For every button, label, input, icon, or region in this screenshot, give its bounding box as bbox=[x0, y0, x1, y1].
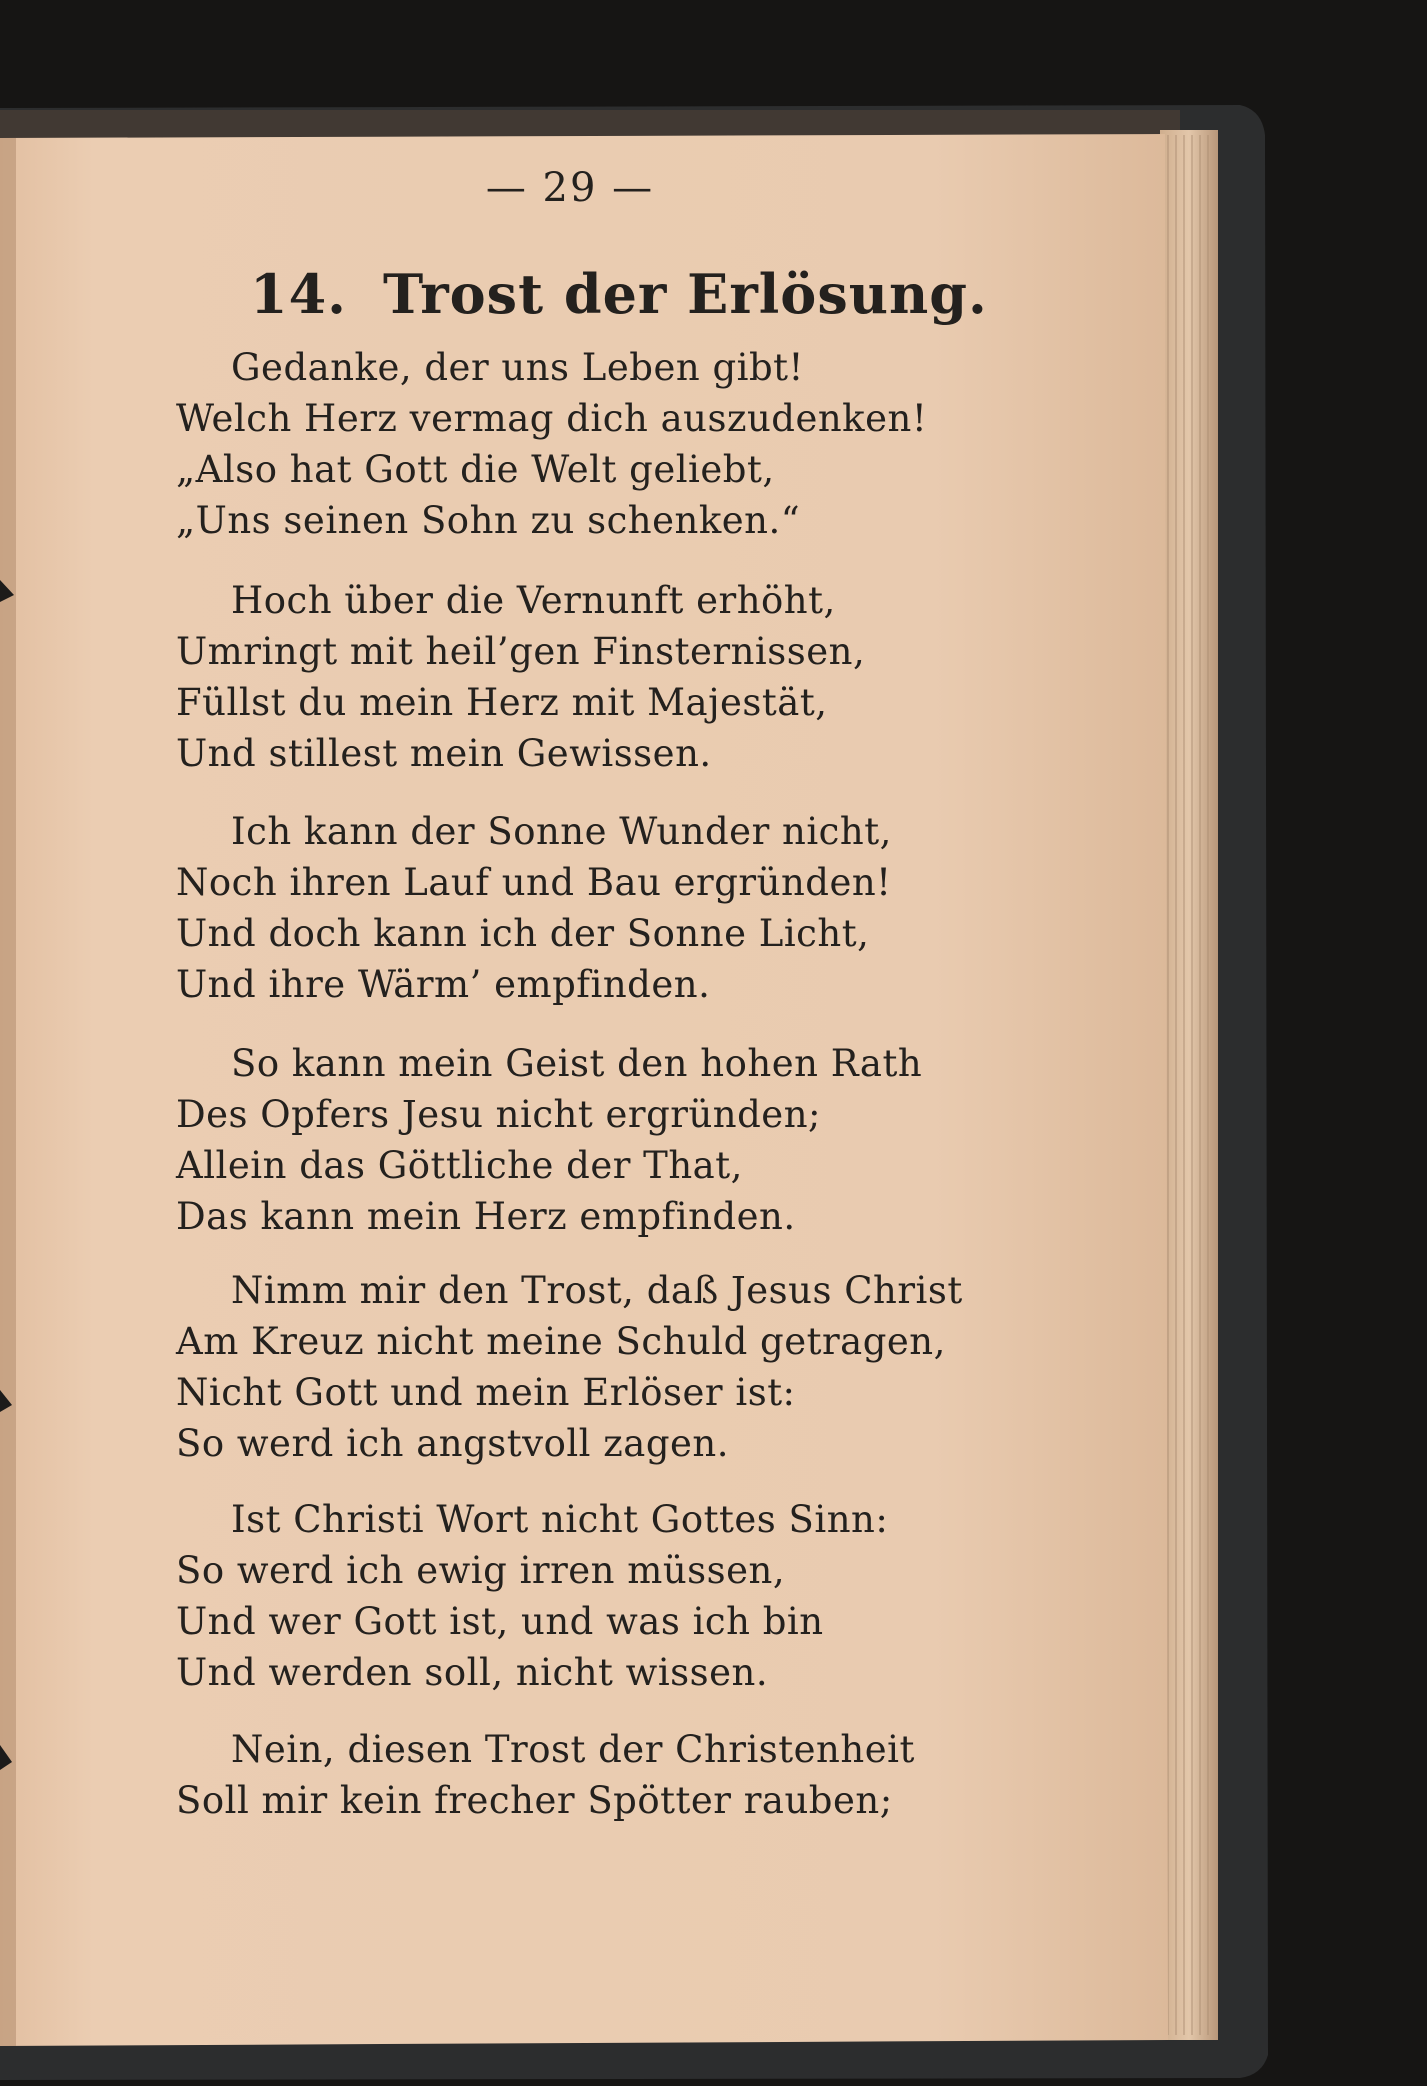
stanza-4 bbox=[176, 1038, 1016, 1242]
verse-line: Und ihre Wärm’ empfinden. bbox=[176, 963, 711, 1006]
verse-line: „Also hat Gott die Welt geliebt, bbox=[176, 448, 775, 491]
verse-line: Ich kann der Sonne Wunder nicht, bbox=[231, 810, 892, 853]
verse-line: Des Opfers Jesu nicht ergründen; bbox=[176, 1093, 821, 1136]
verse-line: Und doch kann ich der Sonne Licht, bbox=[176, 912, 870, 955]
verse-line: Und wer Gott ist, und was ich bin bbox=[176, 1600, 824, 1643]
stanza-3 bbox=[176, 806, 1016, 1010]
poem-title-text: Trost der Erlösung. bbox=[382, 262, 988, 326]
stanza-1 bbox=[176, 342, 1016, 546]
verse-line: Und stillest mein Gewissen. bbox=[176, 732, 712, 775]
verse-line: Nein, diesen Trost der Christenheit bbox=[231, 1728, 915, 1771]
verse-line: Das kann mein Herz empfinden. bbox=[176, 1195, 796, 1238]
verse-line: So werd ich angstvoll zagen. bbox=[176, 1422, 729, 1465]
verse-line: So werd ich ewig irren müssen, bbox=[176, 1549, 786, 1592]
stanza-7 bbox=[176, 1724, 1016, 1826]
verse-line: Nimm mir den Trost, daß Jesus Christ bbox=[231, 1269, 963, 1312]
verse-line: Nicht Gott und mein Erlöser ist: bbox=[176, 1371, 796, 1414]
stanza-5 bbox=[176, 1265, 1016, 1469]
verse-line: Ist Christi Wort nicht Gottes Sinn: bbox=[231, 1498, 889, 1541]
verse-line: Noch ihren Lauf und Bau ergründen! bbox=[176, 861, 892, 904]
verse-line: So kann mein Geist den hohen Rath bbox=[231, 1042, 923, 1085]
verse-line: Und werden soll, nicht wissen. bbox=[176, 1651, 769, 1694]
verse-line: Umringt mit heil’gen Finsternissen, bbox=[176, 630, 866, 673]
verse-line: Allein das Göttliche der That, bbox=[176, 1144, 743, 1187]
stanza-2 bbox=[176, 575, 1016, 779]
verse-line: Füllst du mein Herz mit Majestät, bbox=[176, 681, 828, 724]
verse-line: Gedanke, der uns Leben gibt! bbox=[231, 346, 804, 389]
verse-line: Soll mir kein frecher Spötter rauben; bbox=[176, 1779, 893, 1822]
verse-line: Welch Herz vermag dich auszudenken! bbox=[176, 397, 928, 440]
stanza-6 bbox=[176, 1494, 1016, 1698]
page-number: — 29 — bbox=[485, 165, 655, 211]
verse-line: „Uns seinen Sohn zu schenken.“ bbox=[176, 499, 801, 542]
poem-number: 14. bbox=[250, 262, 347, 326]
poem-title bbox=[250, 262, 988, 326]
verse-line: Hoch über die Vernunft erhöht, bbox=[231, 579, 836, 622]
verse-line: Am Kreuz nicht meine Schuld getragen, bbox=[176, 1320, 946, 1363]
